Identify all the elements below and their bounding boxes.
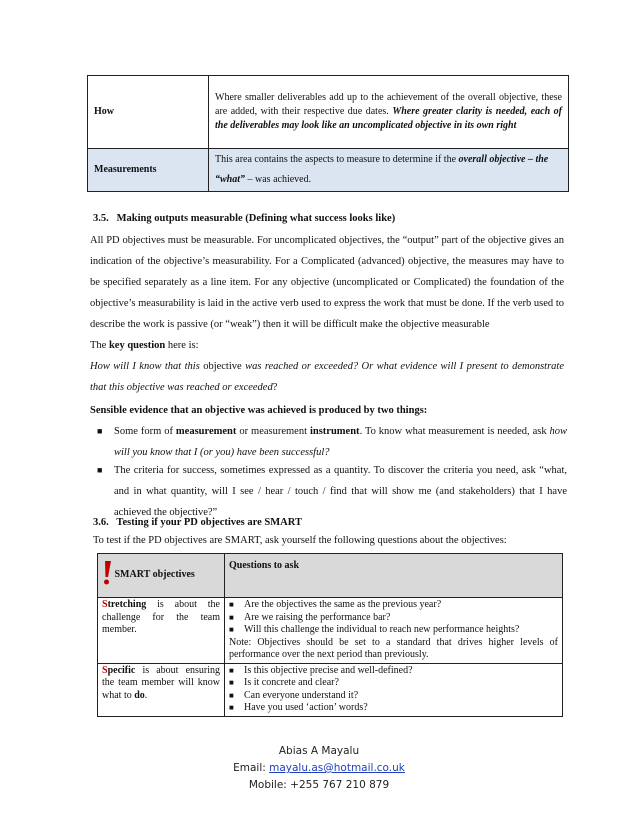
square-bullet-icon: ■	[229, 678, 234, 687]
question-text: Are we raising the performance bar?	[244, 611, 391, 623]
list-item	[229, 690, 558, 703]
bullet1-part-a: Some form of	[114, 426, 173, 437]
measurements-text-end: – was achieved.	[247, 174, 312, 185]
measurements-row	[88, 149, 569, 192]
evidence-bullet-1-text	[114, 421, 567, 463]
measurements-text-emphasis: overall objective – the “what”	[215, 154, 549, 185]
footer-mobile: Mobile: +255 767 210 879	[248, 779, 390, 791]
key-question-normal: objective	[203, 361, 242, 372]
square-bullet-icon: ■	[229, 600, 234, 609]
list-item	[229, 677, 558, 690]
evidence-bullet-2-text: The criteria for success, sometimes expressed as a quantity. To discover the criteria you need, ask “what, and in what quantity, will I see / hear / touch / find that will show me (and stakeholders) that I have achieved the objective?”	[114, 465, 567, 518]
question-text: Is it concrete and clear?	[244, 677, 339, 688]
measurements-label: Measurements	[88, 149, 209, 192]
key-question-line	[90, 335, 564, 356]
question-text: Will this challenge the individual to reach new performance heights?	[244, 624, 520, 635]
smart-row-specific	[98, 663, 563, 716]
square-bullet-icon: ■	[229, 690, 234, 700]
key-question-end: ?	[272, 382, 278, 393]
section-3-6-intro: To test if the PD objectives are SMART, ask yourself the following questions about the objectives:	[93, 535, 507, 546]
footer-email-line	[0, 762, 638, 774]
key-question-post: here is:	[167, 340, 199, 351]
stretching-word: tretching	[107, 599, 147, 610]
key-question-italic-1: How will I know that this	[90, 361, 200, 372]
stretching-desc-text: is about the challenge for the team member.	[102, 599, 220, 635]
key-question-pre: The	[90, 340, 107, 351]
measurements-text: This area contains the aspects to measure to determine if the	[215, 154, 457, 165]
bullet1-instrument: instrument	[309, 426, 360, 437]
question-text: Can everyone understand it?	[244, 689, 359, 701]
footer-name: Abias A Mayalu	[278, 745, 360, 757]
section-3-5-paragraph: All PD objectives must be measurable. For uncomplicated objectives, the “output” part of the objective gives an indication of the objective’s measurability. For a Complicated (advanced) objective, the measures may have to be specified separately as a line item. For any objective (uncomplicated or Complicated) the foundation of the objective’s measurability is laid in the active verb used to express the work that must be done. If the verb used to describe the work is passive (or “weak”) then it will be difficult make the objective measurable	[90, 235, 564, 330]
list-item	[229, 624, 558, 637]
smart-row-stretching	[98, 598, 563, 664]
how-row	[88, 76, 569, 149]
evidence-bullet-2	[97, 460, 567, 523]
smart-col1-header-label: SMART objectives	[114, 569, 195, 581]
bullet1-part-c: or measurement	[239, 426, 308, 437]
square-bullet-icon: ■	[97, 426, 103, 436]
section-3-6-heading: 3.6. Testing if your PD objectives are SMART	[93, 517, 302, 528]
evidence-bullet-1	[97, 421, 567, 463]
list-item	[229, 612, 558, 625]
stretching-note: Note: Objectives should be set to a standard that drives higher levels of performance over the next period than previously.	[229, 636, 558, 660]
square-bullet-icon: ■	[229, 612, 234, 622]
how-description	[209, 76, 569, 149]
square-bullet-icon: ■	[229, 625, 234, 634]
measurements-description	[209, 149, 569, 192]
how-measurements-table	[87, 75, 569, 192]
question-text: Is this objective precise and well-defined?	[244, 664, 413, 676]
smart-col2-header-label: Questions to ask	[229, 560, 300, 571]
question-text: Have you used ‘action’ words?	[244, 702, 368, 713]
specific-desc-text: is about ensuring the team member will know what to	[102, 664, 221, 701]
stretching-description	[98, 598, 225, 664]
key-question-text	[90, 356, 564, 398]
smart-objectives-table	[97, 553, 563, 717]
specific-letter: S	[102, 664, 108, 676]
smart-col1-header	[98, 554, 225, 598]
stretching-question-list	[229, 599, 558, 637]
exclamation-icon	[102, 561, 112, 590]
evidence-heading: Sensible evidence that an objective was achieved is produced by two things:	[90, 405, 428, 416]
square-bullet-icon: ■	[97, 465, 103, 475]
specific-desc-end: .	[144, 689, 148, 701]
key-question-bold: key question	[108, 340, 166, 351]
smart-col2-header	[225, 554, 563, 598]
list-item	[229, 665, 558, 678]
how-text-plain: Where smaller deliverables add up to the achievement of the overall objective, these are added, with their respective due dates.	[215, 92, 562, 117]
specific-description	[98, 663, 225, 716]
list-item	[229, 599, 558, 612]
question-text: Are the objectives the same as the previous year?	[244, 599, 442, 610]
footer-email-label: Email:	[233, 762, 266, 774]
bullet1-measurement: measurement	[175, 426, 237, 437]
list-item	[229, 702, 558, 715]
section-3-5-heading: 3.5. Making outputs measurable (Defining what success looks like)	[93, 213, 396, 224]
how-label: How	[88, 76, 209, 149]
how-text-emphasis: Where greater clarity is needed, each of the deliverables may look like an uncomplicated objective in its own right	[215, 106, 562, 131]
stretching-questions	[225, 598, 563, 664]
stretching-letter: S	[102, 599, 108, 610]
key-question-italic-2: was reached or exceeded? Or what evidence will I present to demonstrate that this objective was reached or exceeded	[90, 361, 564, 393]
square-bullet-icon: ■	[229, 665, 234, 675]
specific-word: pecific	[107, 664, 136, 676]
smart-table-header	[98, 554, 563, 598]
bullet1-question: how will you know that I (or you) have been successful?	[114, 426, 568, 458]
footer-email-link[interactable]: mayalu.as@hotmail.co.uk	[269, 762, 405, 774]
bullet1-part-e: . To know what measurement is needed, ask	[359, 426, 547, 437]
specific-questions	[225, 663, 563, 716]
square-bullet-icon: ■	[229, 703, 234, 712]
specific-question-list	[229, 665, 558, 715]
specific-desc-bold: do	[134, 689, 145, 701]
